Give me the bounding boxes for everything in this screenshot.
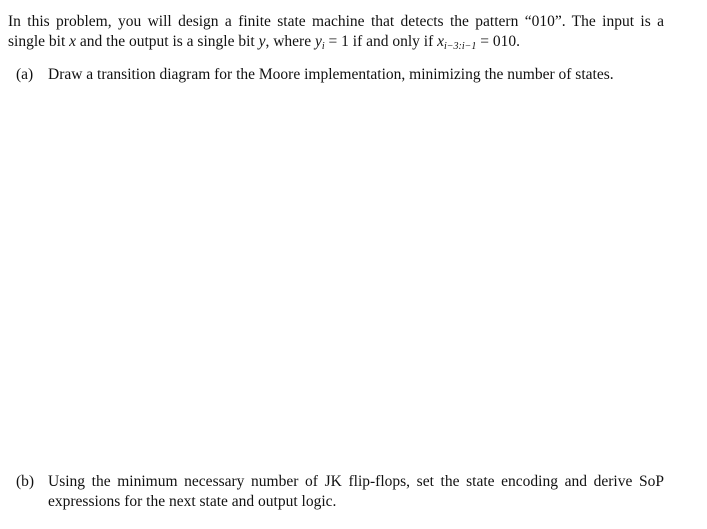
subscript-range: i−3:i−1 <box>444 41 477 52</box>
intro-text: and the output is a single bit <box>76 33 259 50</box>
part-b-line-1: Using the minimum necessary number of JK flip-flops, set the state encoding and derive SoP <box>48 473 664 490</box>
intro-text: , where <box>265 33 315 50</box>
intro-text: = 010. <box>476 33 521 50</box>
part-a-label: (a) <box>16 66 34 83</box>
variable-x: x <box>69 33 77 50</box>
variable-x-range: x <box>437 33 445 50</box>
intro-line-2 <box>8 32 678 52</box>
part-a-text: Draw a transition diagram for the Moore implementation, minimizing the number of states. <box>48 66 614 83</box>
intro-text: = 1 if and only if <box>324 33 438 50</box>
intro-text: single bit <box>8 33 70 50</box>
part-b-label: (b) <box>16 473 35 490</box>
variable-y: y <box>258 33 266 50</box>
subscript-i: i <box>321 41 325 52</box>
problem-intro <box>8 12 678 52</box>
variable-y-i: y <box>314 33 322 50</box>
intro-line-1: In this problem, you will design a finite state machine that detects the pattern “010”. The input is a <box>8 13 664 30</box>
part-b-text <box>48 472 664 512</box>
part-b-line-2: expressions for the next state and output logic. <box>48 493 337 510</box>
